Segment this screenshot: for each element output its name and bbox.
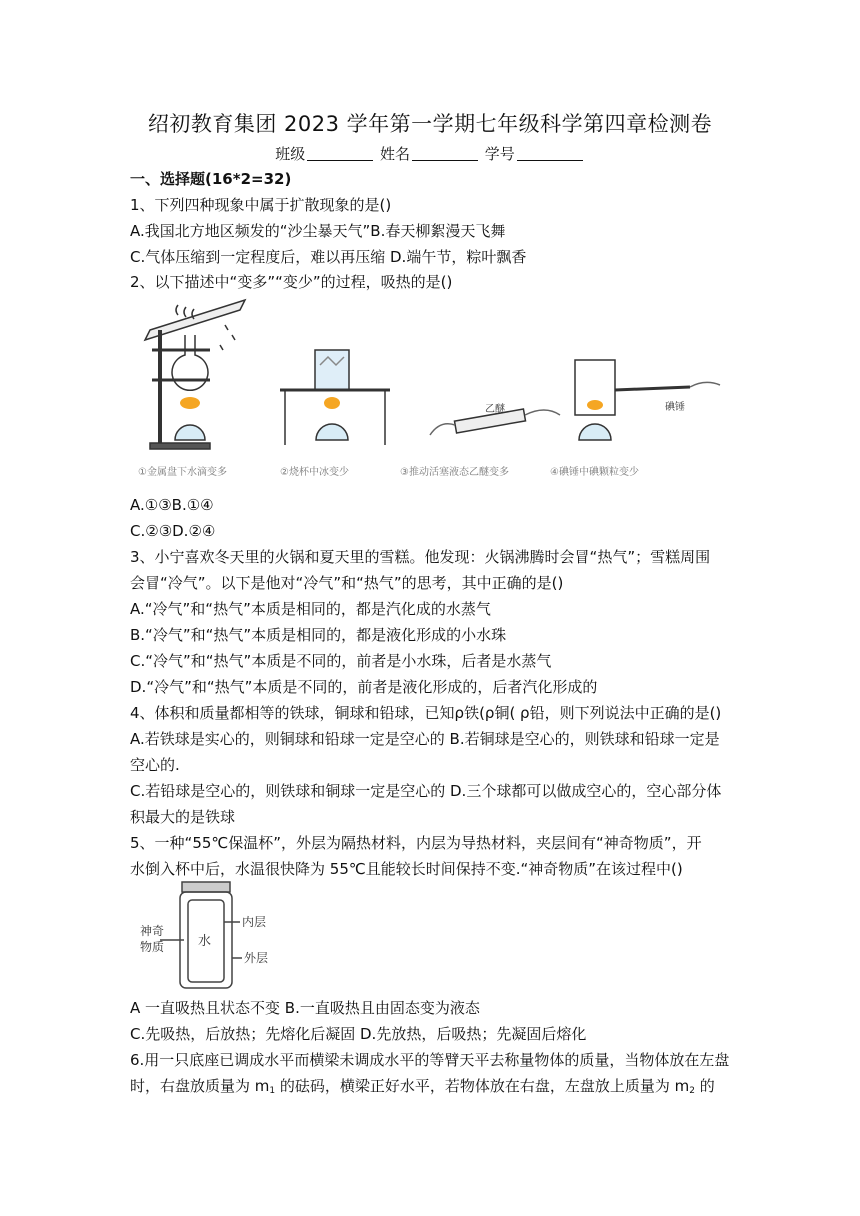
- caption-1: ①金属盘下水滴变多: [138, 467, 227, 478]
- q6-line1: 6.用一只底座已调成水平而横梁未调成水平的等臂天平去称量物体的质量，当物体放在左盘: [130, 1051, 730, 1069]
- q5-options-cd: C.先吸热，后放热；先熔化后凝固 D.先放热，后吸热；先凝固后熔化: [130, 1025, 587, 1043]
- q5-stem-line2: 水倒入杯中后，水温很快降为 55℃且能较长时间保持不变.“神奇物质”在该过程中(): [130, 860, 683, 878]
- label-water: 水: [198, 934, 212, 949]
- subscript-1: 1: [269, 1086, 276, 1096]
- q5-stem-line1: 5、一种“55℃保温杯”，外层为隔热材料，内层为导热材料，夹层间有“神奇物质”，开: [130, 834, 702, 852]
- stand-base: [150, 443, 210, 449]
- caption-3: ③推动活塞液态乙醚变多: [400, 467, 509, 478]
- label-magic-1: 神奇: [140, 924, 165, 938]
- id-blank[interactable]: [517, 146, 583, 161]
- q1-options-cd: C.气体压缩到一定程度后，难以再压缩 D.端午节，粽叶飘香: [130, 248, 527, 266]
- label-magic-2: 物质: [140, 940, 165, 954]
- q3-stem-line2: 会冒“冷气”。以下是他对“冷气”和“热气”的思考，其中正确的是(): [130, 574, 564, 592]
- page-title: 绍初教育集团 2023 学年第一学期七年级科学第四章检测卷: [147, 112, 713, 136]
- q2-figure: [130, 295, 730, 485]
- name-blank[interactable]: [412, 146, 478, 161]
- q2-stem: 2、以下描述中“变多”“变少”的过程，吸热的是(): [130, 273, 453, 291]
- class-label: 班级: [275, 145, 306, 163]
- q4-stem: 4、体积和质量都相等的铁球，铜球和铅球，已知ρ铁(ρ铜( ρ铅，则下列说法中正确的是(): [130, 704, 722, 722]
- q3-stem-line1: 3、小宁喜欢冬天里的火锅和夏天里的雪糕。他发现：火锅沸腾时会冒“热气”；雪糕周围: [130, 548, 711, 566]
- lamp-1: [175, 425, 205, 440]
- caption-4: ④碘锤中碘颗粒变少: [550, 467, 639, 478]
- q5-thermos-figure: [130, 880, 280, 992]
- lamp-2: [316, 424, 348, 440]
- caption-2: ②烧杯中冰变少: [280, 467, 349, 478]
- q4-options-cd-line2: 积最大的是铁球: [130, 808, 236, 826]
- q6-text-b: 的砝码，横梁正好水平，若物体放在右盘，左盘放上质量为 m: [275, 1077, 690, 1095]
- class-blank[interactable]: [307, 146, 373, 161]
- label-outer: 外层: [244, 951, 269, 965]
- q3-option-a: A.“冷气”和“热气”本质是相同的，都是汽化成的水蒸气: [130, 600, 491, 618]
- q2-options-ab: A.①③B.①④: [130, 496, 214, 514]
- q6-text-c: 的: [695, 1077, 715, 1095]
- q4-options-cd-line1: C.若铅球是空心的，则铁球和铜球一定是空心的 D.三个球都可以做成空心的，空心部分体: [130, 782, 722, 800]
- q3-option-c: C.“冷气”和“热气”本质是不同的，前者是小水珠，后者是水蒸气: [130, 652, 552, 670]
- flask: [172, 335, 208, 390]
- beaker: [315, 350, 349, 390]
- q3-option-d: D.“冷气”和“热气”本质是不同的，前者是液化形成的，后者汽化形成的: [130, 678, 598, 696]
- cup-lid: [182, 882, 230, 892]
- q2-options-cd: C.②③D.②④: [130, 522, 216, 540]
- student-info-fields: [0, 143, 860, 164]
- label-inner: 内层: [242, 915, 267, 929]
- flame-2: [324, 397, 340, 409]
- q1-stem: 1、下列四种现象中属于扩散现象的是(): [130, 196, 392, 214]
- q6-line2: [130, 1076, 715, 1101]
- subscript-2: 2: [689, 1086, 696, 1096]
- droplets: [220, 325, 235, 350]
- section-heading: 一、选择题(16*2=32): [130, 170, 292, 188]
- label-ether: 乙醚: [485, 404, 505, 415]
- q4-options-ab-line2: 空心的.: [130, 756, 180, 774]
- label-iodine: 碘锤: [665, 402, 685, 413]
- q1-options-ab: A.我国北方地区频发的“沙尘暴天气”B.春天柳絮漫天飞舞: [130, 222, 506, 240]
- q4-options-ab-line1: A.若铁球是实心的，则铜球和铅球一定是空心的 B.若铜球是空心的，则铁球和铅球一定是: [130, 730, 720, 748]
- iodine-tube: [615, 387, 690, 390]
- q3-option-b: B.“冷气”和“热气”本质是相同的，都是液化形成的小水珠: [130, 626, 507, 644]
- lamp-4: [579, 424, 611, 440]
- name-label: 姓名: [379, 145, 410, 163]
- flame-4: [587, 400, 603, 410]
- id-label: 学号: [484, 145, 515, 163]
- q6-text-a: 时，右盘放质量为 m: [130, 1077, 270, 1095]
- q5-options-ab: A 一直吸热且状态不变 B.一直吸热且由固态变为液态: [130, 999, 480, 1017]
- flame-1: [180, 397, 200, 409]
